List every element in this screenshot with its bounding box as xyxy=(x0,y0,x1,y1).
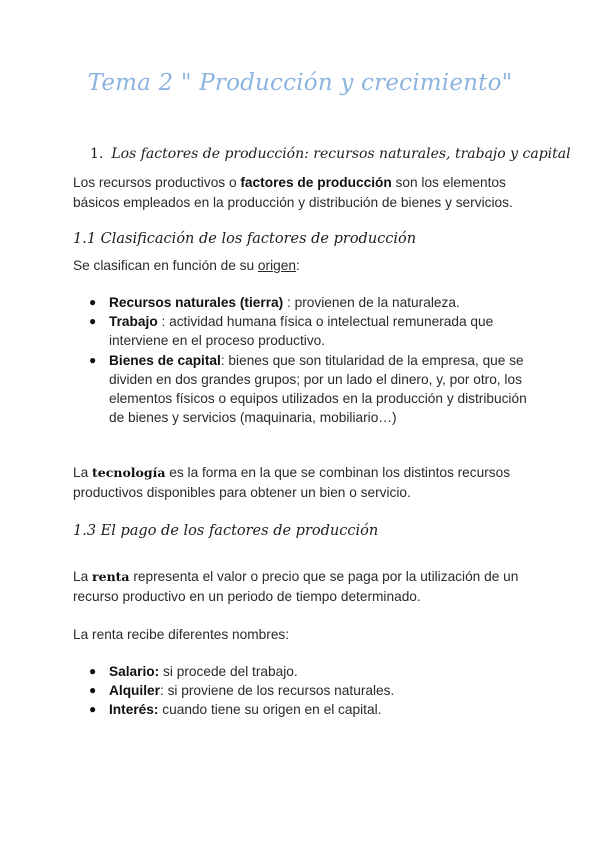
section-1-1-heading: 1.1 Clasificación de los factores de producción xyxy=(73,231,417,247)
tech-text-end: es la forma en la que se combinan los distintos recursos productivos disponibles para obtener un bien o servicio. xyxy=(73,465,511,500)
renta-text-end: representa el valor o precio que se paga por la utilización de un recurso productivo en un periodo de tiempo determinado. xyxy=(73,569,519,604)
list-item-term: Salario: xyxy=(109,664,160,679)
factors-list xyxy=(73,293,528,427)
section-1-heading-text: Los factores de producción: recursos naturales, trabajo y capital xyxy=(111,146,571,162)
section-1-number: 1. xyxy=(90,146,104,162)
list-item-term: Interés: xyxy=(109,702,159,718)
classify-text-start: Se clasifican en función de su xyxy=(73,258,258,273)
renta-names-intro: La renta recibe diferentes nombres: xyxy=(73,627,290,642)
bullet-icon: ● xyxy=(89,683,97,698)
page-title: Tema 2 " Producción y crecimiento" xyxy=(87,70,513,96)
renta-text-start: La xyxy=(73,569,93,584)
list-item-text: : actividad humana física o intelectual remunerada que interviene en el proceso productivo. xyxy=(109,314,494,349)
list-item-text: : si proviene de los recursos naturales. xyxy=(159,683,395,699)
list-item xyxy=(73,662,528,681)
list-item-term: Trabajo xyxy=(109,314,158,330)
section-1-3-heading: 1.3 El pago de los factores de producción xyxy=(73,523,379,539)
list-item xyxy=(73,312,528,350)
tech-text-start: La xyxy=(73,465,93,480)
renta-paragraph xyxy=(73,567,533,606)
list-item xyxy=(73,681,528,700)
intro-paragraph xyxy=(73,173,533,212)
classify-text-end: : xyxy=(295,258,300,273)
renta-bold-term: renta xyxy=(92,569,130,584)
tech-bold-term: tecnología xyxy=(92,465,166,480)
bullet-icon: ● xyxy=(89,295,97,309)
intro-text-end: son los elementos básicos empleados en la producción y distribución de bienes y servicios. xyxy=(73,175,513,210)
list-item xyxy=(73,700,528,719)
classify-underlined-term: origen xyxy=(257,258,296,273)
list-item-text: : bienes que son titularidad de la empresa, que se dividen en dos grandes grupos; por un lado el dinero, y, por otro, los elementos físicos o equipos utilizados en la producción y distribución de bienes y servicios (maquinaria, mobiliario…) xyxy=(109,352,527,426)
list-item-term: Bienes de capital xyxy=(109,352,221,368)
list-item xyxy=(73,293,528,312)
section-1-heading xyxy=(90,146,571,162)
bullet-icon: ● xyxy=(89,664,97,678)
list-item-term: Recursos naturales (tierra) xyxy=(109,295,284,310)
intro-text-start: Los recursos productivos o xyxy=(73,175,241,190)
list-item xyxy=(73,351,528,428)
renta-names-list xyxy=(73,662,528,720)
list-item-term: Alquiler xyxy=(109,683,160,699)
classify-paragraph xyxy=(73,256,533,276)
list-item-text: : provienen de la naturaleza. xyxy=(283,295,460,310)
bullet-icon: ● xyxy=(89,352,97,367)
technology-paragraph xyxy=(73,463,533,502)
list-item-text: cuando tiene su origen en el capital. xyxy=(158,702,382,718)
list-item-text: si procede del trabajo. xyxy=(159,664,298,679)
bullet-icon: ● xyxy=(89,702,97,717)
intro-bold-term: factores de producción xyxy=(240,175,392,190)
bullet-icon: ● xyxy=(89,314,97,329)
